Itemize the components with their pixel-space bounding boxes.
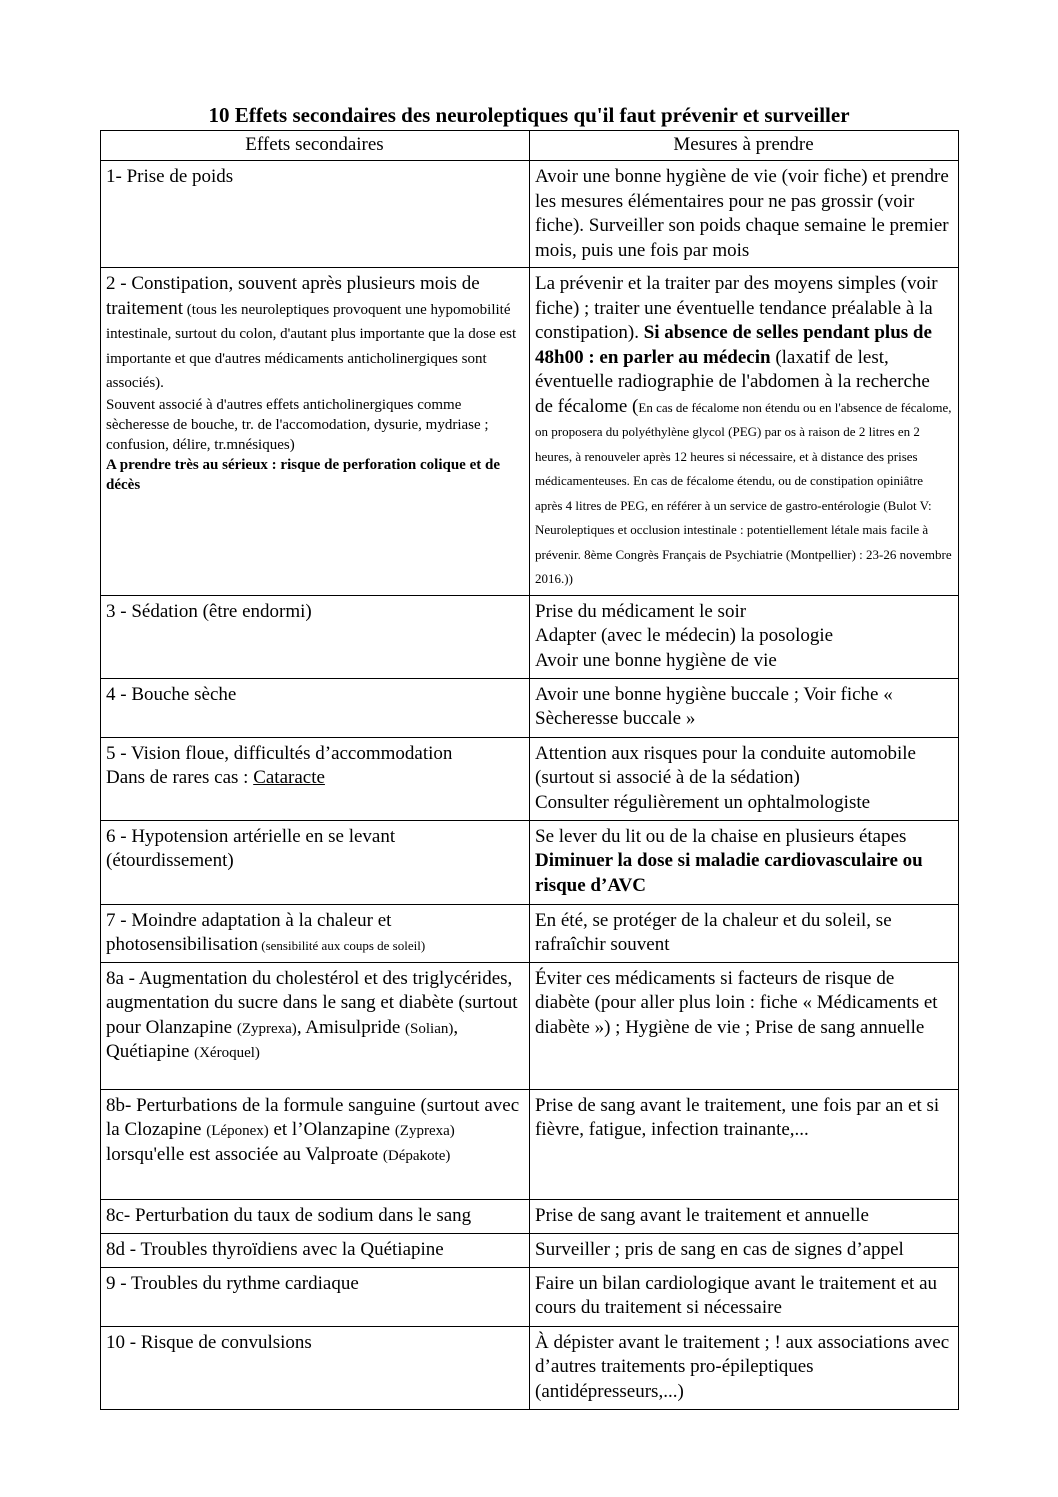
effect-text: 6 - Hypotension artérielle en se levant (étourdissement)	[106, 825, 396, 871]
measure-cell	[530, 678, 959, 737]
measure-line: Attention aux risques pour la conduite automobile (surtout si associé à de la sédation)	[535, 742, 916, 788]
side-effects-table	[100, 130, 959, 1410]
effect-cell	[101, 1233, 530, 1267]
effect-text: 8d - Troubles thyroïdiens avec la Quétiapine	[106, 1238, 444, 1260]
effect-text: 8b- Perturbations de la formule sanguine (surtout avec la Clozapine	[106, 1094, 520, 1140]
document-page	[100, 100, 958, 1410]
effect-cell	[101, 737, 530, 820]
effect-cell	[101, 820, 530, 904]
measure-text: Prise de sang avant le traitement, une fois par an et si fièvre, fatigue, infection trainante,...	[535, 1094, 940, 1140]
table-row	[101, 678, 959, 737]
effect-text: 3 - Sédation (être endormi)	[106, 600, 312, 622]
effect-cell	[101, 904, 530, 962]
measure-cell	[530, 904, 959, 962]
table-row	[101, 962, 959, 1089]
effect-text: 10 - Risque de convulsions	[106, 1331, 312, 1353]
measure-reference: Bulot V: Neuroleptiques et occlusion intestinale : potentiellement létale mais facile à prévenir. 8ème Congrès Français de Psychiatrie (Montpellier) : 23-26 novembre 2016.))	[535, 497, 952, 586]
table-row	[101, 1326, 959, 1409]
effect-cell	[101, 678, 530, 737]
effect-cell	[101, 595, 530, 678]
effect-text: 4 - Bouche sèche	[106, 683, 237, 705]
measure-text: Éviter ces médicaments si facteurs de risque de diabète (pour aller plus loin : fiche « Médicaments et diabète ») ; Hygiène de vie ; Prise de sang annuelle	[535, 967, 938, 1038]
effect-cell	[101, 1326, 530, 1409]
measure-after: (laxatif de lest, éventuelle radiographie de l'abdomen à la recherche de fécalome (	[535, 346, 930, 417]
effect-cell	[101, 161, 530, 268]
effect-cell	[101, 1267, 530, 1326]
measure-cell	[530, 737, 959, 820]
measure-line: Adapter (avec le médecin) la posologie	[535, 625, 834, 646]
drug-brand: (Xéroquel)	[194, 1045, 260, 1061]
measure-text: Se lever du lit ou de la chaise en plusieurs étapes	[535, 825, 907, 847]
effect-line-2: Dans de rares cas :	[106, 767, 254, 788]
effect-detail: (tous les neuroleptiques provoquent une hypomobilité intestinale, surtout du colon, d'autant plus importante que la dose est importante et que d'autres médicaments anticholinergiques sont associés).	[106, 301, 517, 391]
measure-line: Avoir une bonne hygiène de vie	[535, 649, 777, 671]
drug-brand: (Zyprexa)	[236, 1020, 297, 1037]
effect-text: 2 - Constipation, souvent après plusieurs mois de traitement	[106, 273, 480, 319]
measure-text: Avoir une bonne hygiène buccale ; Voir fiche « Sècheresse buccale »	[535, 683, 893, 729]
effect-text: 8a - Augmentation du cholestérol et des triglycérides, augmentation du sucre dans le sang et diabète (surtout pour Olanzapine	[106, 967, 518, 1038]
effect-text: 9 - Troubles du rythme cardiaque	[106, 1272, 359, 1294]
measure-text: Prise de sang avant le traitement et annuelle	[535, 1204, 869, 1226]
document-title: 10 Effets secondaires des neuroleptiques qu'il faut prévenir et surveiller	[208, 103, 850, 127]
measure-text: Faire un bilan cardiologique avant le traitement et au cours du traitement si nécessaire	[535, 1272, 938, 1318]
measure-cell	[530, 1233, 959, 1267]
effect-text: 8c- Perturbation du taux de sodium dans le sang	[106, 1204, 472, 1226]
effect-text: 5 - Vision floue, difficultés d’accommodation	[106, 742, 453, 764]
effect-cell	[101, 1089, 530, 1199]
effect-cell	[101, 268, 530, 596]
measure-cell	[530, 1267, 959, 1326]
table-row	[101, 161, 959, 268]
header-effects: Effets secondaires	[101, 131, 530, 161]
measure-cell	[530, 820, 959, 904]
table-row	[101, 1089, 959, 1199]
effect-text: 1- Prise de poids	[106, 166, 234, 187]
measure-text: La prévenir et la traiter par des moyens simples (voir fiche) ; traiter une éventuelle tendance préalable à la constipation).	[535, 273, 938, 343]
effect-detail: (sensibilité aux coups de soleil)	[258, 938, 426, 953]
measure-cell	[530, 1089, 959, 1199]
measure-text: En été, se protéger de la chaleur et du soleil, se rafraîchir souvent	[535, 909, 892, 955]
effect-detail-2: Souvent associé à d'autres effets anticholinergiques comme sècheresse de bouche, tr. de l'accomodation, dysurie, mydriase ; confusion, délire, tr.mnésiques)	[106, 396, 489, 453]
table-row	[101, 595, 959, 678]
table-row	[101, 1199, 959, 1233]
effect-text: , Amisulpride	[296, 1016, 406, 1038]
measure-cell	[530, 595, 959, 678]
drug-brand: (Zyprexa)	[394, 1123, 455, 1139]
effect-warning: A prendre très au sérieux : risque de perforation colique et de décès	[106, 456, 500, 493]
measure-cell	[530, 962, 959, 1089]
measure-bold: Diminuer la dose si maladie cardiovasculaire ou risque d’AVC	[535, 850, 923, 896]
drug-brand: (Dépakote)	[382, 1147, 451, 1164]
table-row	[101, 904, 959, 962]
measure-cell	[530, 1326, 959, 1409]
effect-text: lorsqu'elle est associée au Valproate	[106, 1143, 383, 1165]
measure-line: Consulter régulièrement un ophtalmologiste	[535, 791, 871, 813]
measure-text: À dépister avant le traitement ; ! aux associations avec d’autres traitements pro-épileptiques (antidépresseurs,...)	[535, 1331, 950, 1402]
measure-text: Avoir une bonne hygiène de vie (voir fiche) et prendre les mesures élémentaires pour ne pas grossir (voir fiche). Surveiller son poids chaque semaine le premier mois, puis une fois par mois	[535, 166, 949, 261]
measure-cell	[530, 1199, 959, 1233]
effect-text: , Quétiapine	[106, 1016, 459, 1062]
effect-cell	[101, 962, 530, 1089]
effect-cell	[101, 1199, 530, 1233]
table-row	[101, 737, 959, 820]
effect-text: et l’Olanzapine	[268, 1119, 395, 1140]
measure-bold: Si absence de selles pendant plus de 48h00 : en parler au médecin	[535, 322, 932, 368]
drug-brand: (Solian)	[405, 1020, 454, 1037]
drug-brand: (Léponex)	[206, 1123, 269, 1139]
measure-detail: En cas de fécalome non étendu ou en l'absence de fécalome, on proposera du polyéthylène glycol (PEG) par os à raison de 2 litres en 2 heures, à renouveler après 12 heures si nécessaire, et à distance des prises médicamenteuses. En cas de fécalome étendu, ou de constipation opiniâtre après 4 litres de PEG, en référer à un service de gastro-entérologie (	[535, 399, 952, 513]
header-measures: Mesures à prendre	[530, 131, 959, 161]
table-row	[101, 1233, 959, 1267]
measure-text: Surveiller ; pris de sang en cas de signes d’appel	[535, 1238, 904, 1260]
table-header-row	[101, 131, 959, 161]
effect-text: 7 - Moindre adaptation à la chaleur et photosensibilisation	[106, 909, 392, 955]
table-row	[101, 1267, 959, 1326]
measure-cell	[530, 161, 959, 268]
table-row	[101, 268, 959, 596]
table-row	[101, 820, 959, 904]
measure-line: Prise du médicament le soir	[535, 600, 747, 622]
cataracte-link[interactable]: Cataracte	[253, 767, 325, 788]
measure-cell	[530, 268, 959, 596]
